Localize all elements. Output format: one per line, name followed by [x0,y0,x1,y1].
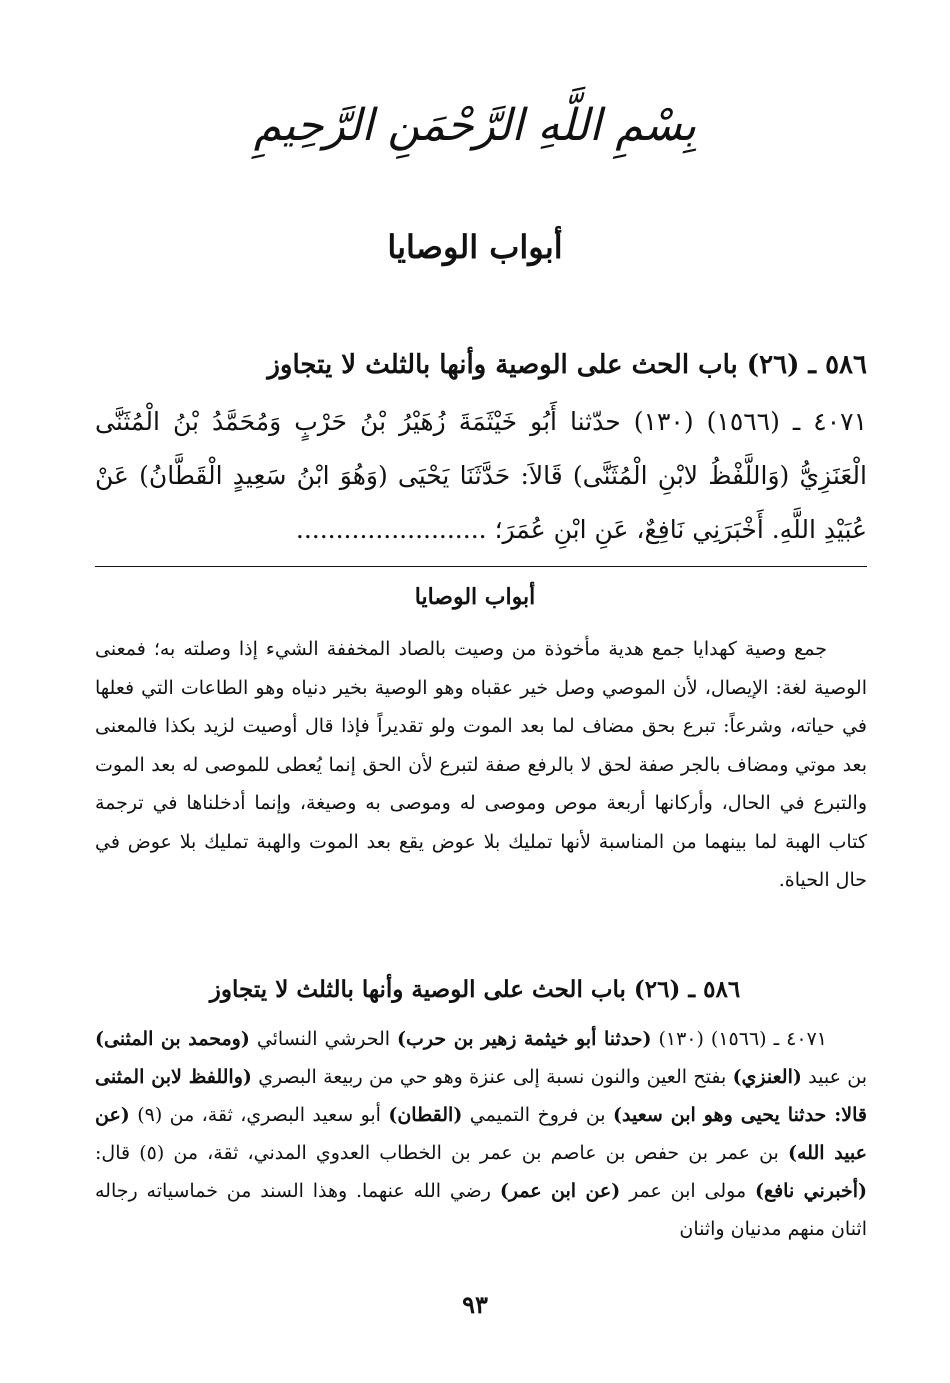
sharh-text: أبو سعيد البصري، ثقة، من (٩) [137,1104,381,1126]
commentary-text: جمع وصية كهدايا جمع هدية مأخوذة من وصيت بالصاد المخففة الشيء إذا وصلته به؛ فمعنى الوصية لغة: الإيصال، لأن الموصي وصل خير عقباه وهو الوصية بخير دنياه وهو الطاعات التي فعلها في حياته، وشرعاً: تبرع بحق مضاف لما بعد الموت ولو تقديراً فإذا قال أوصيت لزيد بكذا فالمعنى بعد موتي ومضاف بالجر صفة لحق لا بالرفع صفة لتبرع لأن الحق إنما يُعطى للموصى له بعد الموت والتبرع في الحال، وأركانها أربعة موص وموصى له وموصى به وصيغة، وإنما أدخلناها في ترجمة كتاب الهبة لما بينهما من المناسبة لأنها تمليك بلا عوض يقع بعد الموت والهبة تمليك بلا عوض في حال الحياة. [95,638,867,891]
sharh-text: بن عمر بن حفص بن عاصم بن عمر بن الخطاب العدوي المدني، ثقة، من (٥) قال: [95,1142,779,1164]
commentary-title: أبواب الوصايا [414,584,536,610]
chapter-heading: ٥٨٦ ـ (٢٦) باب الحث على الوصية وأنها بالثلث لا يتجاوز [267,350,867,380]
commentary-paragraph [95,630,867,900]
sharh-text: الحرشي النسائي [256,1028,391,1050]
footnote-divider [95,566,867,567]
sharh-quote: (عن ابن عمر) [499,1180,621,1202]
sharh-quote: (ومحمد بن المثنى) [95,1028,250,1050]
commentary-chapter-heading: ٥٨٦ ـ (٢٦) باب الحث على الوصية وأنها بالثلث لا يتجاوز [209,976,741,1003]
sharh-quote: (العنزي) [732,1066,802,1088]
sharh-text: رضي الله عنهما. وهذا السند من خماسياته رجاله اثنان منهم مدنيان واثنان [95,1180,867,1240]
hadith-body: ٤٠٧١ ـ (١٥٦٦) (١٣٠) حدّثنا أَبُو خَيْثَمَةَ زُهَيْرُ بْنُ حَرْبٍ وَمُحَمَّدُ بْنُ الْمُثَنَّى الْعَنَزِيُّ (وَاللَّفْظُ لابْنِ الْمُثَنَّى) قَالاَ: حَدَّثَنَا يَحْيَى (وَهُوَ ابْنُ سَعِيدٍ الْقَطَّانُ) عَنْ عُبَيْدِ اللَّهِ. أَخْبَرَنِي نَافِعٌ، عَنِ ابْنِ عُمَرَ؛ [95,407,867,544]
page-title: أبواب الوصايا [387,228,563,266]
page-number: ٩٣ [462,1290,488,1319]
sharh-quote: (القطان) [388,1104,463,1126]
hadith-text [95,395,867,557]
sharh-quote: (حدثنا أبو خيثمة زهير بن حرب) [397,1028,652,1050]
sharh-text: بن عبيد [808,1066,868,1088]
sharh-quote: (واللفظ لابن المثنى قالا: حدثنا يحيى وهو ابن سعيد) [95,1066,867,1126]
sharh-quote: (عن عبيد الله) [95,1104,867,1164]
sharh-text: بفتح العين والنون نسبة إلى عنزة وهو حي من ربيعة البصري [258,1066,727,1088]
sharh-paragraph [95,1020,867,1248]
basmala-calligraphy: بِسْمِ اللَّهِ الرَّحْمَنِ الرَّحِيمِ [253,100,697,151]
sharh-text: ٤٠٧١ ـ (١٥٦٦) (١٣٠) [658,1028,827,1050]
sharh-quote: (أخبرني نافع) [754,1180,867,1202]
sharh-text: بن فروخ التميمي [469,1104,606,1126]
sharh-text: مولى ابن عمر [629,1180,747,1202]
hadith-ellipsis: ........................ [295,515,487,544]
